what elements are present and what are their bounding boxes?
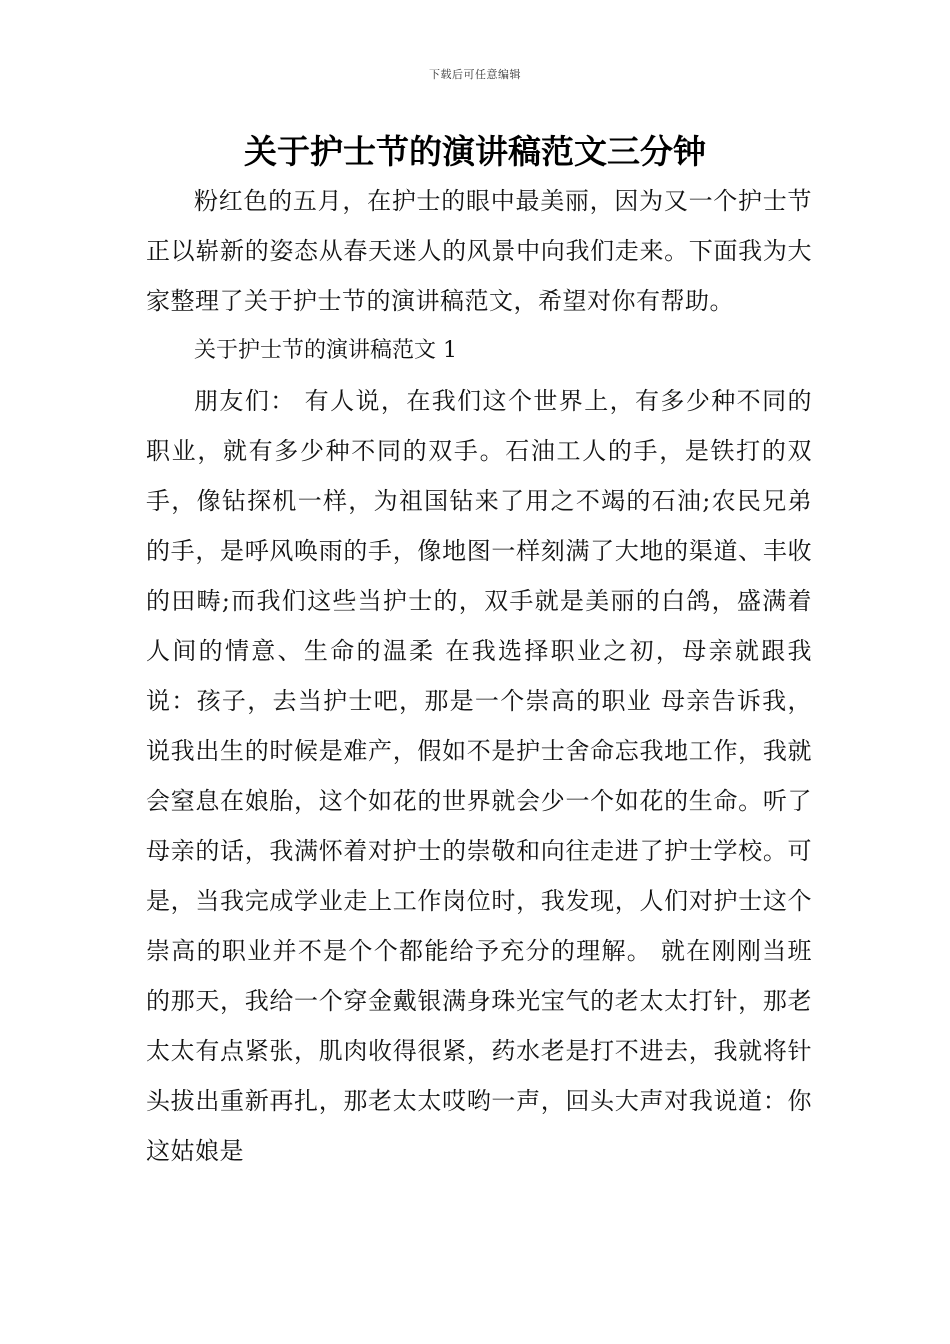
section-heading: 关于护士节的演讲稿范文 1 xyxy=(194,338,457,363)
document-title: 关于护士节的演讲稿范文三分钟 xyxy=(244,132,706,171)
body-paragraph: 朋友们： 有人说，在我们这个世界上，有多少种不同的职业，就有多少种不同的双手。石油工人的手，是铁打的双手，像钻探机一样，为祖国钻来了用之不竭的石油;农民兄弟的手，是呼风唤雨的手，像地图一样刻满了大地的渠道、丰收的田畴;而我们这些当护士的，双手就是美丽的白鸽，盛满着人间的情意、生命的温柔 在我选择职业之初，母亲就跟我说：孩子，去当护士吧，那是一个崇高的职业 母亲告诉我，说我出生的时候是难产，假如不是护士舍命忘我地工作，我就会窒息在娘胎，这个如花的世界就会少一个如花的生命。听了母亲的话，我满怀着对护士的崇敬和向往走进了护士学校。可是，当我完成学业走上工作岗位时，我发现，人们对护士这个崇高的职业并不是个个都能给予充分的理解。 就在刚刚当班的那天，我给一个穿金戴银满身珠光宝气的老太太打针，那老太太有点紧张，肌肉收得很紧，药水老是打不进去，我就将针头拔出重新再扎，那老太太哎哟一声，回头大声对我说道：你这姑娘是 xyxy=(146,387,812,1165)
intro-paragraph: 粉红色的五月，在护士的眼中最美丽，因为又一个护士节正以崭新的姿态从春天迷人的风景中向我们走来。下面我为大家整理了关于护士节的演讲稿范文，希望对你有帮助。 xyxy=(146,187,812,315)
header-note: 下载后可任意编辑 xyxy=(429,68,521,81)
document-body xyxy=(146,176,812,1176)
